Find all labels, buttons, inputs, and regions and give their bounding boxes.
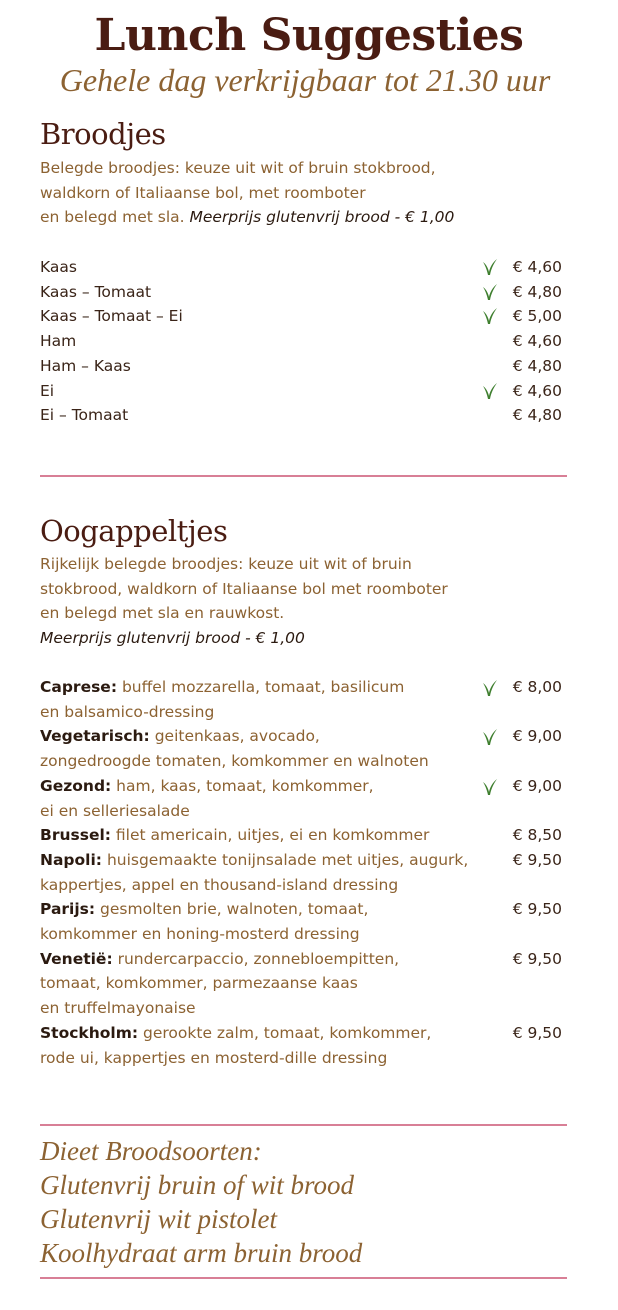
menu-item xyxy=(40,774,562,823)
menu-item-name: Napoli: xyxy=(40,850,102,869)
oogappeltjes-gluten-note: Meerprijs glutenvrij brood - € 1,00 xyxy=(40,629,305,648)
oogappeltjes-desc-line: en belegd met sla en rauwkost. xyxy=(40,604,285,623)
menu-item-name: Caprese: xyxy=(40,678,118,696)
menu-item-description: zongedroogde tomaten, komkommer en walnoten xyxy=(40,752,429,771)
menu-item-name: Gezond: xyxy=(40,776,112,795)
menu-item-name: Kaas – Tomaat xyxy=(40,282,152,301)
menu-item-price: € 8,50 xyxy=(512,826,562,845)
menu-item-price: € 4,60 xyxy=(512,381,562,400)
oogappeltjes-desc-line: Rijkelijk belegde broodjes: keuze uit wit of bruin xyxy=(40,555,412,573)
menu-item-price: € 9,00 xyxy=(512,727,562,746)
dieet-line: Glutenvrij wit pistolet xyxy=(40,1204,277,1234)
section-title-oogappeltjes: Oogappeltjes xyxy=(40,514,228,548)
menu-item xyxy=(40,1021,562,1070)
menu-item xyxy=(40,897,562,946)
menu-item-description: en truffelmayonaise xyxy=(40,999,196,1018)
menu-item-price: € 8,00 xyxy=(512,678,562,696)
menu-item-name: Ei xyxy=(40,381,55,400)
menu-item xyxy=(40,823,562,848)
menu-item xyxy=(40,255,562,279)
vegetarian-icon xyxy=(482,778,498,796)
vegetarian-icon xyxy=(482,728,498,746)
divider xyxy=(40,475,567,477)
menu-item-description: gesmolten brie, walnoten, tomaat, xyxy=(100,900,369,919)
menu-item-name: Vegetarisch: xyxy=(40,727,150,746)
menu-item xyxy=(40,947,562,1021)
menu-item xyxy=(40,354,562,378)
page-title: Lunch Suggesties xyxy=(94,10,524,61)
menu-item-name: Stockholm: xyxy=(40,1023,139,1042)
menu-item-price: € 9,50 xyxy=(512,850,562,869)
menu-item xyxy=(40,329,562,353)
menu-item xyxy=(40,280,562,304)
menu-item-price: € 4,80 xyxy=(512,356,562,375)
vegetarian-icon xyxy=(482,283,498,301)
broodjes-gluten-note: Meerprijs glutenvrij brood - € 1,00 xyxy=(189,208,455,227)
vegetarian-icon xyxy=(482,382,498,400)
menu-item-price: € 4,80 xyxy=(512,406,562,425)
menu-item-description: geitenkaas, avocado, xyxy=(154,727,320,746)
menu-item-description: gerookte zalm, tomaat, komkommer, xyxy=(143,1023,432,1042)
menu-item-price: € 9,50 xyxy=(512,1023,562,1042)
menu-item xyxy=(40,675,562,724)
menu-item-description: en balsamico-dressing xyxy=(40,702,215,721)
divider xyxy=(40,1124,567,1126)
menu-item-description: kappertjes, appel en thousand-island dressing xyxy=(40,875,399,894)
menu-item-name: Ei – Tomaat xyxy=(40,406,129,425)
broodjes-desc-line: en belegd met sla. xyxy=(40,208,185,227)
menu-item-description: ham, kaas, tomaat, komkommer, xyxy=(116,776,374,795)
broodjes-description xyxy=(40,156,580,230)
page-subtitle: Gehele dag verkrijgbaar tot 21.30 uur xyxy=(59,62,551,98)
dieet-broodsoorten xyxy=(40,1134,362,1270)
menu-item-price: € 4,60 xyxy=(512,332,562,351)
menu-item-name: Brussel: xyxy=(40,826,111,845)
menu-item-price: € 5,00 xyxy=(512,307,562,326)
dieet-heading: Dieet Broodsoorten: xyxy=(40,1136,262,1166)
menu-item-name: Parijs: xyxy=(40,900,96,919)
menu-item-price: € 9,50 xyxy=(512,900,562,919)
menu-item xyxy=(40,379,562,403)
vegetarian-icon xyxy=(482,679,498,697)
broodjes-desc-line: Belegde broodjes: keuze uit wit of bruin stokbrood, xyxy=(40,159,436,177)
menu-item-name: Kaas – Tomaat – Ei xyxy=(40,307,183,326)
dieet-line: Glutenvrij bruin of wit brood xyxy=(40,1170,355,1200)
menu-item xyxy=(40,848,562,897)
menu-item-price: € 9,50 xyxy=(512,949,562,968)
menu-item-description: rode ui, kappertjes en mosterd-dille dressing xyxy=(40,1048,388,1067)
menu-item-price: € 9,00 xyxy=(512,776,562,795)
oogappeltjes-desc-line: stokbrood, waldkorn of Italiaanse bol met roomboter xyxy=(40,579,448,598)
menu-item-description: huisgemaakte tonijnsalade met uitjes, augurk, xyxy=(106,850,469,869)
menu-item-name: Ham – Kaas xyxy=(40,356,131,375)
menu-item xyxy=(40,304,562,328)
broodjes-desc-line: waldkorn of Italiaanse bol, met roomboter xyxy=(40,183,366,202)
menu-item-price: € 4,80 xyxy=(512,282,562,301)
dieet-line: Koolhydraat arm bruin brood xyxy=(40,1238,363,1268)
menu-item-price: € 4,60 xyxy=(512,258,562,276)
menu-item xyxy=(40,403,562,427)
menu-item-name: Venetië: xyxy=(40,949,113,968)
section-title-broodjes: Broodjes xyxy=(40,117,166,151)
oogappeltjes-description xyxy=(40,552,580,651)
menu-item xyxy=(40,724,562,773)
menu-item-description: komkommer en honing-mosterd dressing xyxy=(40,925,360,943)
menu-item-description: filet americain, uitjes, ei en komkommer xyxy=(115,826,430,845)
vegetarian-icon xyxy=(482,258,498,276)
menu-item-description: ei en selleriesalade xyxy=(40,801,190,820)
divider xyxy=(40,1277,567,1279)
menu-item-name: Ham xyxy=(40,332,77,351)
vegetarian-icon xyxy=(482,307,498,325)
menu-item-description: rundercarpaccio, zonnebloempitten, xyxy=(117,949,400,968)
menu-item-name: Kaas xyxy=(40,258,77,276)
menu-item-description: buffel mozzarella, tomaat, basilicum xyxy=(121,678,405,696)
menu-item-description: tomaat, komkommer, parmezaanse kaas xyxy=(40,974,358,993)
